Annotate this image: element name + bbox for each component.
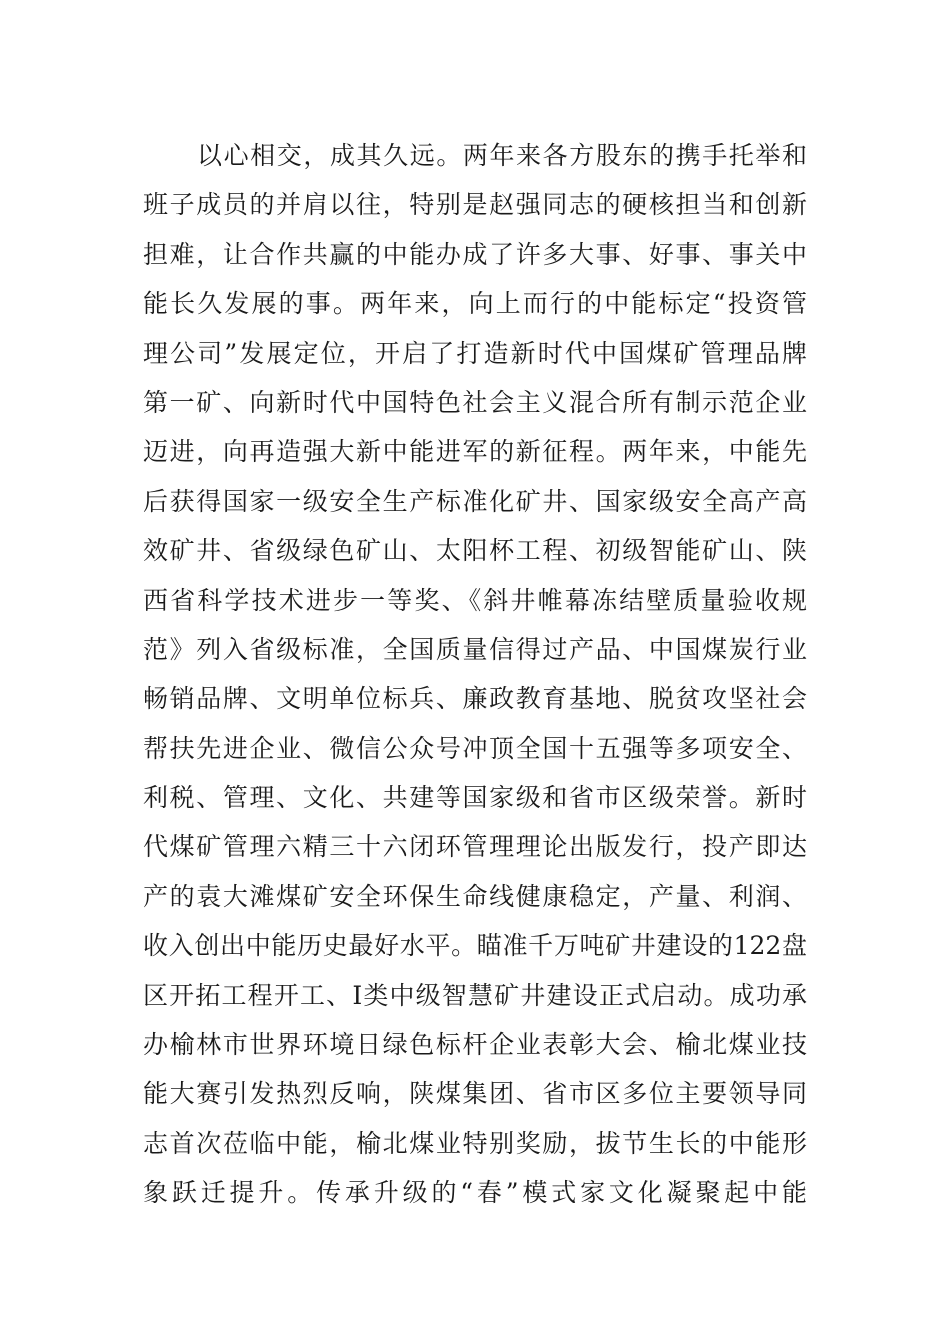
paragraph-line: 担难，让合作共赢的中能办成了许多大事、好事、事关中 [143,239,807,269]
paragraph-line: 西省科学技术进步一等奖、《斜井帷幕冻结壁质量验收规 [143,585,807,615]
paragraph-line: 志首次莅临中能，榆北煤业特别奖励，拔节生长的中能形 [143,1128,807,1158]
paragraph-line: 办榆林市世界环境日绿色标杆企业表彰大会、榆北煤业技 [143,1030,807,1060]
body-paragraph [143,131,807,1218]
paragraph-line: 畅销品牌、文明单位标兵、廉政教育基地、脱贫攻坚社会 [143,684,807,714]
paragraph-line: 效矿井、省级绿色矿山、太阳杯工程、初级智能矿山、陕 [143,536,807,566]
paragraph-line: 班子成员的并肩以往，特别是赵强同志的硬核担当和创新 [143,190,807,220]
paragraph-line: 象跃迁提升。传承升级的“春”模式家文化凝聚起中能 [143,1178,807,1208]
paragraph-line: 以心相交，成其久远。两年来各方股东的携手托举和 [197,141,807,170]
paragraph-line: 第一矿、向新时代中国特色社会主义混合所有制示范企业 [143,387,807,417]
paragraph-line: 能长久发展的事。两年来，向上而行的中能标定“投资管 [143,289,807,319]
paragraph-line: 产的袁大滩煤矿安全环保生命线健康稳定，产量、利润、 [143,881,807,911]
paragraph-line: 能大赛引发热烈反响，陕煤集团、省市区多位主要领导同 [143,1079,807,1109]
paragraph-line: 后获得国家一级安全生产标准化矿井、国家级安全高产高 [143,486,807,516]
paragraph-line: 范》列入省级标准，全国质量信得过产品、中国煤炭行业 [143,634,807,664]
paragraph-line: 代煤矿管理六精三十六闭环管理理论出版发行，投产即达 [143,832,807,862]
paragraph-line: 利税、管理、文化、共建等国家级和省市区级荣誉。新时 [143,783,807,813]
paragraph-line: 帮扶先进企业、微信公众号冲顶全国十五强等多项安全、 [143,733,807,763]
paragraph-line: 收入创出中能历史最好水平。瞄准千万吨矿井建设的122盘 [143,931,807,961]
paragraph-line: 理公司”发展定位，开启了打造新时代中国煤矿管理品牌 [143,338,807,368]
paragraph-line: 迈进，向再造强大新中能进军的新征程。两年来，中能先 [143,437,807,467]
paragraph-line: 区开拓工程开工、I类中级智慧矿井建设正式启动。成功承 [143,980,807,1010]
